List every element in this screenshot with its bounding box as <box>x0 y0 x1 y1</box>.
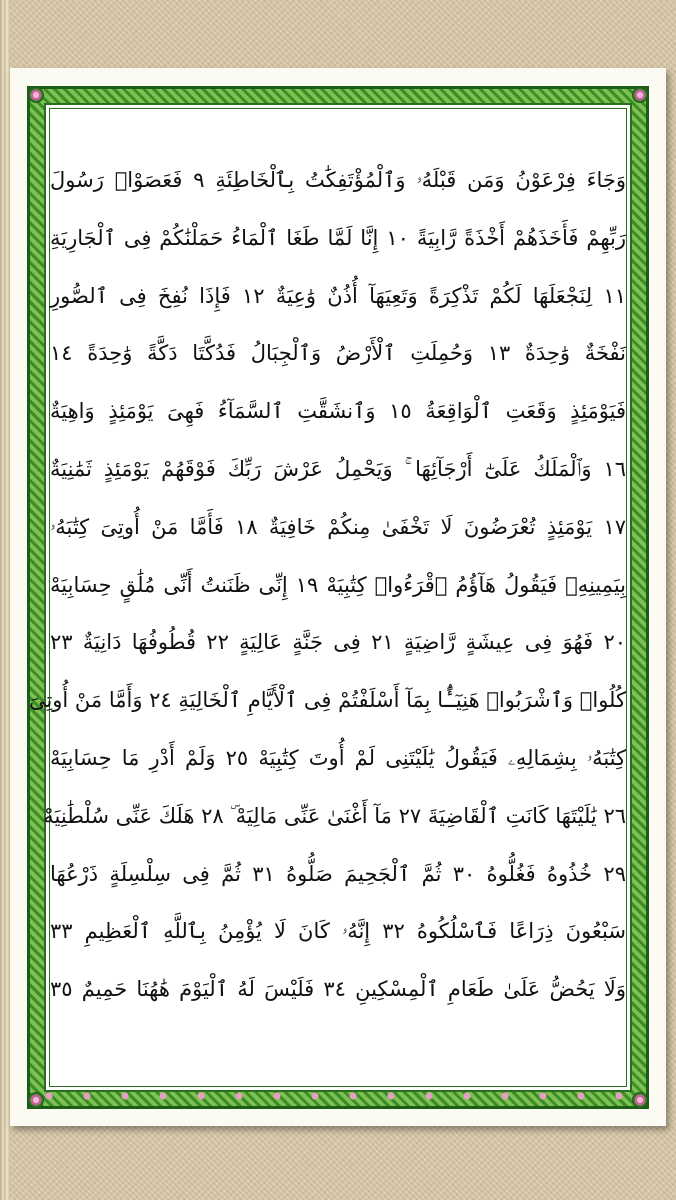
text-line: ١١ لِنَجْعَلَهَا لَكُمْ تَذْكِرَةً وَتَعِيَهَآ أُذُنٌ وَٰعِيَةٌ ١٢ فَإِذَا نُفِخَ فِى ٱلصُّورِ <box>50 283 626 308</box>
text-line: فَيَوْمَئِذٍ وَقَعَتِ ٱلْوَاقِعَةُ ١٥ وَٱنشَقَّتِ ٱلسَّمَآءُ فَهِىَ يَوْمَئِذٍ وَاهِيَةٌ <box>50 399 626 424</box>
page-edge <box>0 0 10 1200</box>
text-line: وَجَاءَ فِرْعَوْنُ وَمَن قَبْلَهُۥ وَٱلْمُؤْتَفِكَٰتُ بِٱلْخَاطِئَةِ ٩ فَعَصَوْا۟ رَسُولَ <box>50 168 626 192</box>
text-line: ١٧ يَوْمَئِذٍ تُعْرَضُونَ لَا تَخْفَىٰ مِنكُمْ خَافِيَةٌ ١٨ فَأَمَّا مَنْ أُوتِىَ كِتَٰبَهُۥ <box>50 514 626 539</box>
text-line: كُلُوا۟ وَٱشْرَبُوا۟ هَنِيٓـًٔۢا بِمَآ أَسْلَفْتُمْ فِى ٱلْأَيَّامِ ٱلْخَالِيَةِ ٢٤ وَأَمَّا مَنْ أُوتِىَ <box>28 688 626 713</box>
text-line: بِيَمِينِهِۦ فَيَقُولُ هَآؤُمُ ٱقْرَءُوا۟ كِتَٰبِيَهْ ١٩ إِنِّى ظَنَنتُ أَنِّى مُلَٰقٍ حِسَابِيَهْ <box>50 572 626 597</box>
corner-flower-icon <box>632 1092 648 1108</box>
quran-text <box>28 152 632 1019</box>
text-line: وَلَا يَحُضُّ عَلَىٰ طَعَامِ ٱلْمِسْكِينِ ٣٤ فَلَيْسَ لَهُ ٱلْيَوْمَ هَٰهُنَا حَمِيمٌ ٣٥ <box>50 977 626 1002</box>
text-line: ١٦ وَٱلْمَلَكُ عَلَىٰٓ أَرْجَآئِهَا ۚ وَيَحْمِلُ عَرْشَ رَبِّكَ فَوْقَهُمْ يَوْمَئِذٍ ثَمَٰنِيَةٌ <box>50 456 626 481</box>
text-line: نَفْخَةٌ وَٰحِدَةٌ ١٣ وَحُمِلَتِ ٱلْأَرْضُ وَٱلْجِبَالُ فَدُكَّتَا دَكَّةً وَٰحِدَةً ١٤ <box>50 341 626 366</box>
text-line: ٢٦ يَٰلَيْتَهَا كَانَتِ ٱلْقَاضِيَةَ ٢٧ مَآ أَغْنَىٰ عَنِّى مَالِيَهْ ۜ ٢٨ هَلَكَ عَنِّى سُلْطَٰنِيَهْ <box>43 803 626 828</box>
text-line: كِتَٰبَهُۥ بِشِمَالِهِۦ فَيَقُولُ يَٰلَيْتَنِى لَمْ أُوتَ كِتَٰبِيَهْ ٢٥ وَلَمْ أَدْرِ مَا حِسَابِيَهْ <box>50 745 627 770</box>
text-line: ٢٩ خُذُوهُ فَغُلُّوهُ ٣٠ ثُمَّ ٱلْجَحِيمَ صَلُّوهُ ٣١ ثُمَّ فِى سِلْسِلَةٍ ذَرْعُهَا <box>50 861 626 886</box>
corner-flower-icon <box>28 87 44 103</box>
corner-flower-icon <box>28 1092 44 1108</box>
corner-flower-icon <box>632 87 648 103</box>
text-line: رَبِّهِمْ فَأَخَذَهُمْ أَخْذَةً رَّابِيَةً ١٠ إِنَّا لَمَّا طَغَا ٱلْمَاءُ حَمَلْنَٰكُمْ فِى ٱلْجَارِيَةِ <box>50 225 627 250</box>
text-line: ٢٠ فَهُوَ فِى عِيشَةٍ رَّاضِيَةٍ ٢١ فِى جَنَّةٍ عَالِيَةٍ ٢٢ قُطُوفُهَا دَانِيَةٌ ٢٣ <box>50 630 627 655</box>
text-line: سَبْعُونَ ذِرَاعًا فَٱسْلُكُوهُ ٣٢ إِنَّهُۥ كَانَ لَا يُؤْمِنُ بِٱللَّهِ ٱلْعَظِيمِ ٣٣ <box>50 919 626 944</box>
